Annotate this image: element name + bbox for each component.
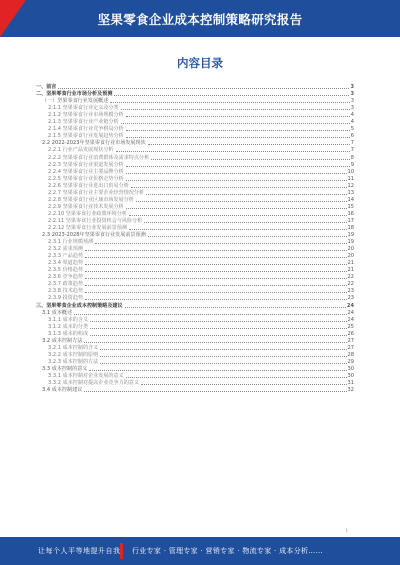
toc-leader-dots (126, 116, 350, 117)
toc-entry-text: 3.1 成本概述 (42, 309, 73, 316)
toc-leader-dots (100, 356, 346, 357)
toc-entry-text: 2.1.4 坚果零食行业竞争格局分析 (48, 126, 124, 133)
toc-entry-text: 2.1.5 坚果零食行业发展趋势分析 (48, 133, 124, 140)
toc-entry[interactable] (36, 352, 354, 359)
page-number: 1 (345, 528, 348, 533)
toc-leader-dots (90, 321, 346, 322)
report-header (0, 0, 400, 37)
toc-entry-text: 2.2.9 坚果零食行业技术发展分析 (48, 203, 124, 210)
toc-leader-dots (110, 102, 350, 103)
toc-leader-dots (85, 250, 347, 251)
toc-entry-text: 2.2.3 坚果零食行业渠道发展分析 (48, 161, 124, 168)
toc-entry[interactable] (36, 373, 354, 380)
toc-leader-dots (148, 144, 350, 145)
toc-entry-text: 2.2.11 坚果零食行业投资机会与风险分析 (48, 217, 143, 224)
toc-entry-page: 21 (347, 267, 354, 274)
toc-entry-text: 2.2.8 坚果零食行业区域市场发展分析 (48, 196, 134, 203)
toc-entry[interactable] (36, 295, 354, 302)
toc-entry-text: 2.2.7 坚果零食行业主要企业经营情况分析 (48, 189, 145, 196)
toc-entry[interactable] (36, 366, 354, 373)
toc-leader-dots (126, 137, 350, 138)
toc-entry-page: 4 (350, 119, 354, 126)
toc-entry[interactable] (36, 267, 354, 274)
toc-entry-page: 31 (347, 380, 354, 387)
toc-entry-page: 26 (347, 330, 354, 337)
toc-entry[interactable] (36, 338, 354, 345)
toc-entry-text: 2.2.4 坚果零食行业主要品牌分析 (48, 168, 124, 175)
toc-entry-page: 17 (347, 217, 354, 224)
toc-entry[interactable] (36, 147, 354, 154)
toc-entry-text: 2.3.7 政策趋势 (48, 281, 83, 288)
toc-leader-dots (85, 271, 347, 272)
toc-leader-dots (100, 349, 346, 350)
toc-entry-text: 2.3.9 投资趋势 (48, 295, 83, 302)
toc-entry[interactable] (36, 204, 354, 211)
footer-slogan: 让每个人平等地提升自我 (38, 547, 121, 555)
toc-leader-dots (131, 187, 347, 188)
toc-entry-page: 30 (347, 365, 354, 372)
toc-entry-page: 12 (347, 182, 354, 189)
toc-entry-page: 14 (347, 196, 354, 203)
toc-leader-dots (114, 95, 349, 96)
toc-entry-page: 3 (350, 91, 354, 98)
toc-entry-page: 3 (350, 105, 354, 112)
toc-entry[interactable] (36, 274, 354, 281)
toc-entry-page: 27 (347, 337, 354, 344)
toc-entry[interactable] (36, 169, 354, 176)
toc-entry-page: 23 (347, 295, 354, 302)
toc-entry-text: 2.3.1 行业规模预测 (48, 239, 94, 246)
toc-entry-page: 13 (347, 189, 354, 196)
toc-entry-text: 一、前言 (36, 84, 57, 91)
toc-entry[interactable] (36, 232, 354, 239)
toc-leader-dots (129, 215, 347, 216)
toc-entry-page: 22 (347, 281, 354, 288)
toc-entry-page: 19 (347, 239, 354, 246)
toc-entry-text: 3.2.2 成本控制的原则 (48, 351, 99, 358)
toc-entry-page: 9 (350, 161, 354, 168)
toc-leader-dots (144, 222, 346, 223)
toc-entry-page: 32 (347, 387, 354, 394)
toc-entry[interactable] (36, 246, 354, 253)
toc-entry-page: 20 (347, 253, 354, 260)
toc-entry-text: 2.2.6 坚果零食行业进出口贸易分析 (48, 182, 129, 189)
toc-leader-dots (90, 328, 346, 329)
toc-leader-dots (146, 194, 346, 195)
toc-entry-text: 2.3.6 竞争趋势 (48, 274, 83, 281)
toc-entry-text: 2.3.4 渠道趋势 (48, 260, 83, 267)
toc-entry-page: 7 (350, 147, 354, 154)
toc-entry[interactable] (36, 84, 354, 91)
footer-roles: 行业专家 · 管理专家 · 营销专家 · 物流专家 · 成本分析…… (132, 547, 323, 555)
toc-entry-text: 三、坚果零食企业成本控制策略及建议 (36, 302, 123, 309)
toc-entry-text: 二、坚果零食行业市场分析及预测 (36, 91, 113, 98)
toc-entry-text: 2.2.12 坚果零食行业发展前景预测 (48, 224, 127, 231)
toc-entry-page: 18 (347, 224, 354, 231)
toc-entry-page: 23 (347, 288, 354, 295)
toc-heading: 内容目录 (177, 56, 223, 70)
toc-entry-text: 2.1.1 坚果零食行业定义及分类 (48, 105, 119, 112)
toc-entry[interactable] (36, 359, 354, 366)
toc-entry[interactable] (36, 225, 354, 232)
toc-entry-text: 3.3.2 成本控制对提高企业竞争力的意义 (48, 380, 139, 387)
toc-leader-dots (129, 229, 347, 230)
toc-entry-text: 3.2.3 成本控制的方法 (48, 358, 99, 365)
toc-entry-page: 24 (347, 316, 354, 323)
toc-leader-dots (100, 363, 346, 364)
toc-entry-text: 3.4 成本控制建议 (42, 387, 83, 394)
toc-entry-page: 28 (347, 351, 354, 358)
toc-entry-page: 16 (347, 210, 354, 217)
toc-entry-page: 6 (350, 133, 354, 140)
toc-leader-dots (141, 384, 347, 385)
toc-entry-text: 2.3.8 技术趋势 (48, 288, 83, 295)
toc-entry[interactable] (36, 211, 354, 218)
toc-entry-text: 3.1.3 成本的构成 (48, 330, 89, 337)
toc-entry-text: 2.2 2022-2023年坚果零食行业市场发展现状 (42, 140, 146, 147)
toc-leader-dots (121, 123, 350, 124)
toc-leader-dots (126, 173, 347, 174)
toc-entry-page: 25 (347, 323, 354, 330)
toc-entry-text: 2.3 2023-2028年坚果零食行业发展前景预测 (42, 232, 146, 239)
toc-entry[interactable] (36, 345, 354, 352)
toc-leader-dots (126, 208, 347, 209)
toc-leader-dots (85, 257, 347, 258)
toc-leader-dots (126, 377, 347, 378)
toc-leader-dots (151, 159, 350, 160)
toc-leader-dots (85, 264, 347, 265)
toc-entry[interactable] (36, 281, 354, 288)
toc-entry[interactable] (36, 302, 354, 309)
toc-entry[interactable] (36, 310, 354, 317)
toc-entry-page: 8 (350, 154, 354, 161)
toc-leader-dots (89, 370, 346, 371)
toc-entry-text: 3.2.1 成本控制的含义 (48, 344, 99, 351)
toc-leader-dots (84, 391, 346, 392)
toc-entry[interactable] (36, 253, 354, 260)
toc-entry[interactable] (36, 197, 354, 204)
toc-leader-dots (116, 151, 350, 152)
toc-entry[interactable] (36, 387, 354, 394)
toc-leader-dots (126, 166, 350, 167)
toc-leader-dots (85, 299, 347, 300)
toc-entry-page: 24 (347, 309, 354, 316)
toc-leader-dots (90, 335, 346, 336)
table-of-contents (36, 84, 354, 394)
footer-divider (120, 543, 123, 559)
toc-entry[interactable] (36, 260, 354, 267)
toc-leader-dots (58, 88, 349, 89)
toc-entry-page: 24 (346, 302, 354, 309)
toc-entry-text: 2.2.10 坚果零食行业政策环境分析 (48, 210, 127, 217)
toc-entry-text: （一）坚果零食行业发展概述 (42, 98, 109, 105)
toc-entry[interactable] (36, 218, 354, 225)
toc-entry-page: 3 (350, 98, 354, 105)
toc-leader-dots (85, 278, 347, 279)
toc-leader-dots (95, 243, 346, 244)
toc-leader-dots (126, 180, 347, 181)
toc-entry-text: 2.1.2 坚果零食行业市场规模分析 (48, 112, 124, 119)
toc-entry[interactable] (36, 190, 354, 197)
toc-leader-dots (85, 285, 347, 286)
toc-entry-text: 3.1.2 成本的分类 (48, 323, 89, 330)
toc-leader-dots (121, 109, 350, 110)
toc-entry-text: 2.2.5 坚果零食行业价格走势分析 (48, 175, 124, 182)
toc-entry-text: 3.3.1 成本控制对企业发展的意义 (48, 372, 124, 379)
toc-entry-text: 2.2.1 行业产品发展现状分析 (48, 147, 114, 154)
toc-leader-dots (85, 292, 347, 293)
toc-entry[interactable] (36, 176, 354, 183)
toc-entry-text: 3.3 成本控制的意义 (42, 365, 88, 372)
toc-leader-dots (148, 236, 347, 237)
toc-entry-page: 19 (347, 232, 354, 239)
toc-entry-page: 3 (350, 84, 354, 91)
toc-leader-dots (136, 201, 347, 202)
toc-entry-text: 2.1.3 坚果零食行业产业链分析 (48, 119, 119, 126)
toc-entry-text: 2.3.2 需求预测 (48, 246, 83, 253)
toc-entry[interactable] (36, 317, 354, 324)
toc-entry-page: 22 (347, 274, 354, 281)
toc-entry-page: 27 (347, 344, 354, 351)
toc-entry-page: 11 (347, 175, 354, 182)
toc-entry-page: 29 (347, 358, 354, 365)
toc-entry[interactable] (36, 154, 354, 161)
toc-entry[interactable] (36, 162, 354, 169)
toc-entry-page: 21 (347, 260, 354, 267)
toc-leader-dots (125, 307, 346, 308)
toc-leader-dots (126, 130, 350, 131)
toc-entry[interactable] (36, 324, 354, 331)
toc-entry[interactable] (36, 288, 354, 295)
toc-entry[interactable] (36, 239, 354, 246)
toc-entry-text: 2.3.5 价格趋势 (48, 267, 83, 274)
toc-entry[interactable] (36, 183, 354, 190)
toc-leader-dots (84, 342, 346, 343)
toc-entry-page: 7 (350, 140, 354, 147)
toc-entry-page: 4 (350, 112, 354, 119)
footer-banner (0, 537, 400, 565)
toc-entry[interactable] (36, 331, 354, 338)
toc-entry-page: 15 (347, 203, 354, 210)
toc-entry-page: 10 (347, 168, 354, 175)
toc-entry-page: 20 (347, 246, 354, 253)
toc-entry-text: 2.2.2 坚果零食行业消费群体及需求特点分析 (48, 154, 150, 161)
toc-entry-page: 30 (347, 372, 354, 379)
toc-entry[interactable] (36, 380, 354, 387)
toc-entry-text: 3.1.1 成本的含义 (48, 316, 89, 323)
toc-entry-text: 2.3.3 产品趋势 (48, 253, 83, 260)
toc-entry-page: 5 (350, 126, 354, 133)
toc-entry-text: 3.2 成本控制方法 (42, 337, 83, 344)
report-title: 坚果零食企业成本控制策略研究报告 (97, 12, 303, 27)
toc-leader-dots (74, 314, 346, 315)
